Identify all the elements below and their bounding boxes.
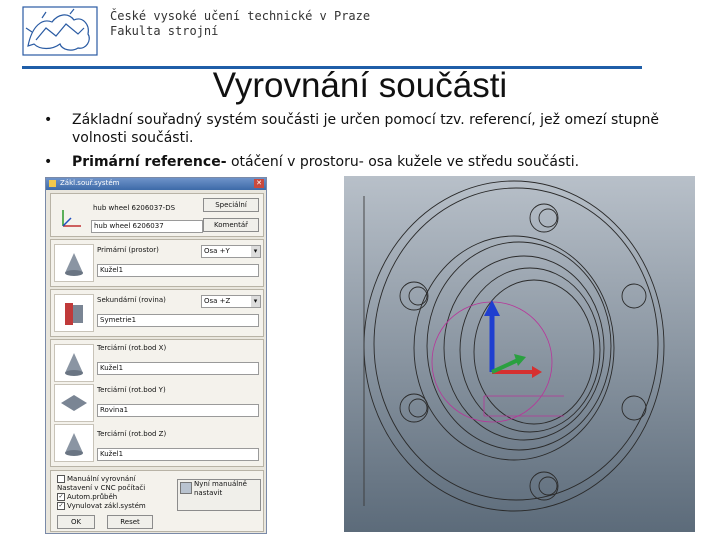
checkbox-box: ✓ [58, 493, 64, 500]
tertiary-y-label: Terciární (rot.bod Y) [97, 386, 166, 394]
part-name-field[interactable]: hub wheel 6206037 [91, 220, 203, 233]
bullet-dot: • [44, 112, 53, 128]
checkbox-box: ✓ [58, 502, 64, 509]
bullet-2 [44, 153, 702, 171]
close-icon[interactable]: ✕ [254, 179, 264, 188]
bullet-1 [44, 111, 702, 147]
cvut-logo [22, 6, 98, 56]
secondary-reference-section [50, 289, 264, 337]
tertiary-x-label: Terciární (rot.bod X) [97, 344, 167, 352]
coordinate-system-dialog [45, 177, 267, 534]
primary-thumbnail [54, 244, 94, 282]
wireframe-part [344, 176, 695, 532]
slide-title: Vyrovnání součásti [212, 66, 508, 105]
tertiary-x-thumbnail [54, 344, 94, 382]
checkbox-box [57, 475, 65, 483]
cnc-setting-text: Nastavení v CNC počítači [57, 484, 146, 492]
part-section [50, 193, 264, 237]
chevron-down-icon: ▾ [251, 296, 260, 307]
auto-run-checkbox[interactable] [57, 493, 117, 501]
primary-reference-section [50, 239, 264, 287]
cone-icon [55, 345, 93, 381]
primary-label: Primární (prostor) [97, 246, 159, 254]
bullet-1-text: Základní souřadný systém součásti je určen pomocí tzv. referencí, jež omezí stupně volnosti součásti. [72, 112, 660, 146]
secondary-axis-select[interactable] [201, 295, 261, 308]
tertiary-x-field[interactable]: Kužel1 [97, 362, 259, 375]
secondary-label: Sekundární (rovina) [97, 296, 166, 304]
faculty-name: Fakulta strojní [110, 24, 219, 38]
app-icon [49, 180, 56, 187]
pin-icon [180, 482, 192, 494]
reset-button[interactable]: Reset [107, 515, 153, 529]
manual-alignment-checkbox[interactable] [57, 475, 136, 483]
chevron-down-icon: ▾ [251, 246, 260, 257]
cad-viewport[interactable] [344, 176, 695, 532]
secondary-thumbnail [54, 294, 94, 332]
manual-set-button[interactable] [177, 479, 261, 511]
tertiary-z-label: Terciární (rot.bod Z) [97, 430, 167, 438]
primary-axis-select[interactable] [201, 245, 261, 258]
options-section [50, 470, 264, 532]
tertiary-z-thumbnail [54, 424, 94, 462]
tertiary-reference-section [50, 339, 264, 467]
ok-button[interactable]: OK [57, 515, 95, 529]
plane-icon [55, 295, 93, 331]
bullet-2-bold: Primární reference- [72, 154, 227, 170]
primary-reference-field[interactable]: Kužel1 [97, 264, 259, 277]
dialog-titlebar[interactable] [46, 178, 266, 190]
manual-set-label: Nyní manuálně nastavit [194, 480, 247, 497]
cnc-setting-label [57, 484, 145, 492]
manual-alignment-label: Manuální vyrovnání [67, 475, 136, 483]
comment-button[interactable]: Komentář [203, 218, 259, 232]
tertiary-y-field[interactable]: Rovina1 [97, 404, 259, 417]
plane-diamond-icon [55, 385, 93, 421]
secondary-axis-value: Osa +Z [204, 297, 231, 305]
reset-system-checkbox[interactable] [57, 502, 146, 510]
axes-icon [57, 206, 85, 230]
bullet-2-text: otáčení v prostoru- osa kužele ve středu součásti. [226, 154, 580, 170]
reset-system-label: Vynulovat zákl.systém [67, 502, 146, 510]
auto-run-label: Autom.průběh [67, 493, 118, 501]
special-button[interactable]: Speciální [203, 198, 259, 212]
primary-axis-value: Osa +Y [204, 247, 230, 255]
tertiary-z-field[interactable]: Kužel1 [97, 448, 259, 461]
cone-icon [55, 425, 93, 461]
secondary-reference-field[interactable]: Symetrie1 [97, 314, 259, 327]
cone-icon [55, 245, 93, 281]
tertiary-y-thumbnail [54, 384, 94, 422]
bullet-dot: • [44, 154, 53, 170]
university-name: České vysoké učení technické v Praze [110, 9, 371, 23]
part-name: hub wheel 6206037-DS [93, 204, 176, 212]
dialog-title: Zákl.souř.systém [60, 179, 120, 187]
